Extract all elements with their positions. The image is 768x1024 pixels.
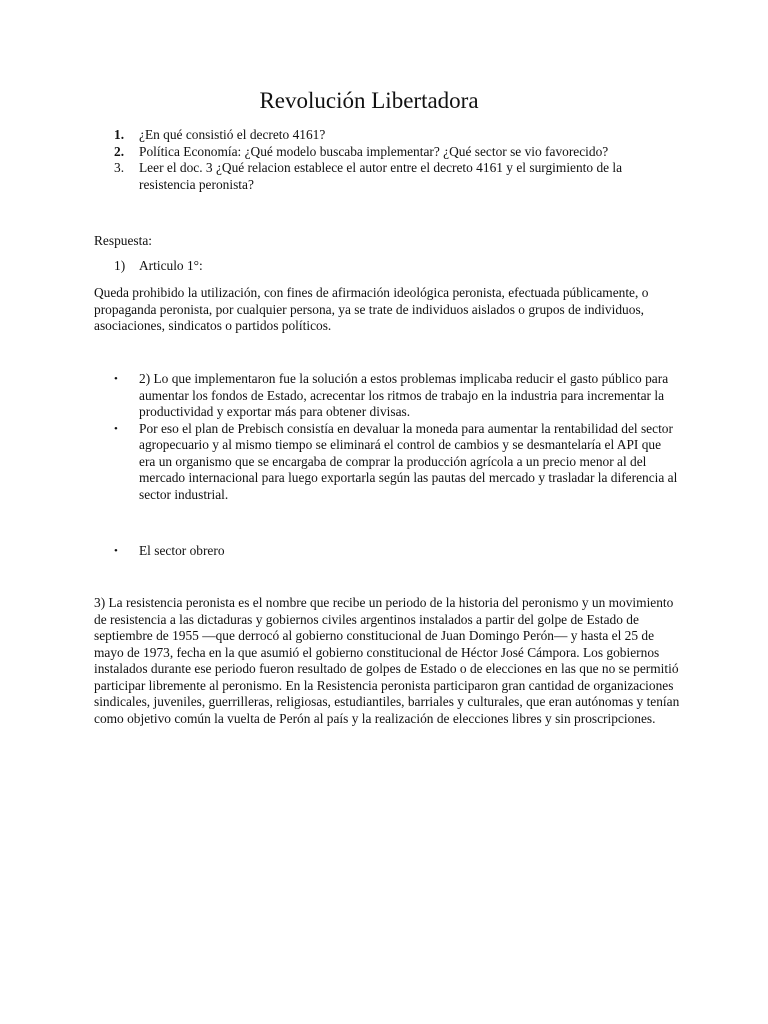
bullet-icon: • bbox=[114, 545, 118, 557]
bullet-icon: • bbox=[114, 422, 118, 435]
question-list bbox=[94, 127, 674, 193]
answer1-text: Queda prohibido la utilización, con fines de afirmación ideológica peronista, efectuada públicamente, o propaganda peronista, por cualquier persona, ya se trate de individuos aislados o grupos de individuos, asociaciones, sindicatos o partidos políticos. bbox=[94, 285, 649, 333]
question-item bbox=[94, 160, 674, 193]
question-number: 3. bbox=[114, 160, 125, 175]
answer3-text: 3) La resistencia peronista es el nombre que recibe un periodo de la historia del peronismo y un movimiento de resistencia a las dictaduras y gobiernos civiles argentinos instalados a partir del golpe de Estado de septiembre de 1955 —que derrocó al gobierno constitucional de Juan Domingo Perón— y hasta el 25 de mayo de 1973, fecha en la que asumió el gobierno constitucional de Héctor José Cámpora. Los gobiernos instalados durante ese periodo fueron resultado de golpes de Estado o de elecciones en las que no se permitió participar libremente al peronismo. En la Resistencia peronista participaron gran cantidad de organizaciones sindicales, juveniles, guerrilleras, religiosas, estudiantiles, barriales y culturales, que eran autónomas y tenían como objetivo común la vuelta de Perón al país y la realización de elecciones libres y sin proscripciones. bbox=[94, 595, 680, 726]
question-text: Leer el doc. 3 ¿Qué relacion establece el autor entre el decreto 4161 y el surgimiento de la resistencia peronista? bbox=[139, 160, 623, 192]
bullet-icon: • bbox=[114, 373, 118, 385]
answer2-bullet-list bbox=[94, 371, 680, 503]
list-item-text: Por eso el plan de Prebisch consistía en devaluar la moneda para aumentar la rentabilidad del sector agropecuario y al mismo tiempo se eliminará el control de cambios y se desmantelaría el API que era un organismo que se encargaba de comprar la producción agrícola a un precio menor al del mercado internacional para luego exportarla según las pautas del mercado y trasladar la diferencia al sector industrial. bbox=[139, 420, 678, 502]
list-item bbox=[94, 371, 680, 421]
question-number: 2. bbox=[114, 143, 125, 159]
answer2-sector-list bbox=[94, 543, 680, 560]
respuesta-label: Respuesta: bbox=[94, 233, 153, 248]
list-item-text: El sector obrero bbox=[139, 543, 225, 558]
list-item-text: 2) Lo que implementaron fue la solución a estos problemas implicaba reducir el gasto público para aumentar los fondos de Estado, acrecentar los ritmos de trabajo en la industria para incrementar la productividad y exportar más para obtener divisas. bbox=[139, 371, 669, 419]
question-item bbox=[94, 127, 674, 144]
list-item bbox=[94, 543, 680, 560]
question-number: 1. bbox=[114, 127, 125, 142]
question-text: Política Economía: ¿Qué modelo buscaba implementar? ¿Qué sector se vio favorecido? bbox=[139, 143, 609, 159]
document-title: Revolución Libertadora bbox=[259, 88, 479, 113]
question-text: ¿En qué consistió el decreto 4161? bbox=[139, 127, 326, 142]
question-item bbox=[94, 144, 674, 161]
answer1-label: Articulo 1°: bbox=[139, 258, 203, 273]
answer1-number: 1) bbox=[114, 258, 126, 273]
list-item bbox=[94, 421, 680, 504]
